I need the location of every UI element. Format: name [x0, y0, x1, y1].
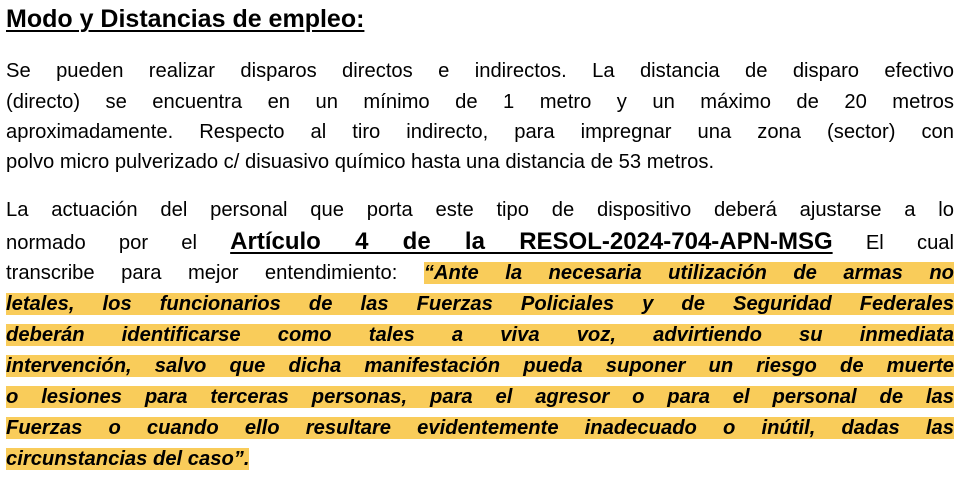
paragraph1-line: aproximadamente. Respecto al tiro indirecto, para impregnar una zona (sector) con	[6, 121, 954, 143]
paragraph2-text: El cual	[865, 232, 955, 254]
quote-text: intervención, salvo que dicha manifestación pueda suponer un riesgo de muerte	[6, 355, 954, 377]
paragraph1-line: polvo micro pulverizado c/ disuasivo químico hasta una distancia de 53 metros.	[6, 151, 715, 173]
quote-line	[6, 321, 954, 349]
paragraph2-line	[6, 228, 954, 257]
paragraph2-line: La actuación del personal que porta este tipo de dispositivo deberá ajustarse a lo	[6, 199, 954, 221]
quote-text: deberán identificarse como tales a viva voz, advirtiendo su inmediata	[6, 324, 954, 346]
legal-reference: Artículo 4 de la RESOL-2024-704-APN-MSG	[230, 228, 833, 255]
quote-line	[6, 445, 954, 473]
paragraph1-line: (directo) se encuentra en un mínimo de 1 metro y un máximo de 20 metros	[6, 91, 954, 113]
quote-line	[6, 290, 954, 318]
paragraph2-line	[6, 259, 954, 287]
quote-text: circunstancias del caso”.	[6, 448, 250, 470]
paragraph1-line: Se pueden realizar disparos directos e indirectos. La distancia de disparo efectivo	[6, 60, 954, 82]
quote-line	[6, 414, 954, 442]
quote-text: o lesiones para terceras personas, para el agresor o para el personal de las	[6, 386, 954, 408]
quote-line	[6, 352, 954, 380]
section-heading: Modo y Distancias de empleo:	[6, 5, 365, 33]
quote-text: letales, los funcionarios de las Fuerzas Policiales y de Seguridad Federales	[6, 293, 954, 315]
quote-text: Fuerzas o cuando ello resultare evidentemente inadecuado o inútil, dadas las	[6, 417, 954, 439]
quote-line	[6, 383, 954, 411]
quote-text: “Ante la necesaria utilización de armas no	[423, 262, 954, 284]
paragraph2-text: normado por el	[6, 232, 197, 254]
paragraph2-text: transcribe para mejor entendimiento:	[6, 262, 398, 284]
